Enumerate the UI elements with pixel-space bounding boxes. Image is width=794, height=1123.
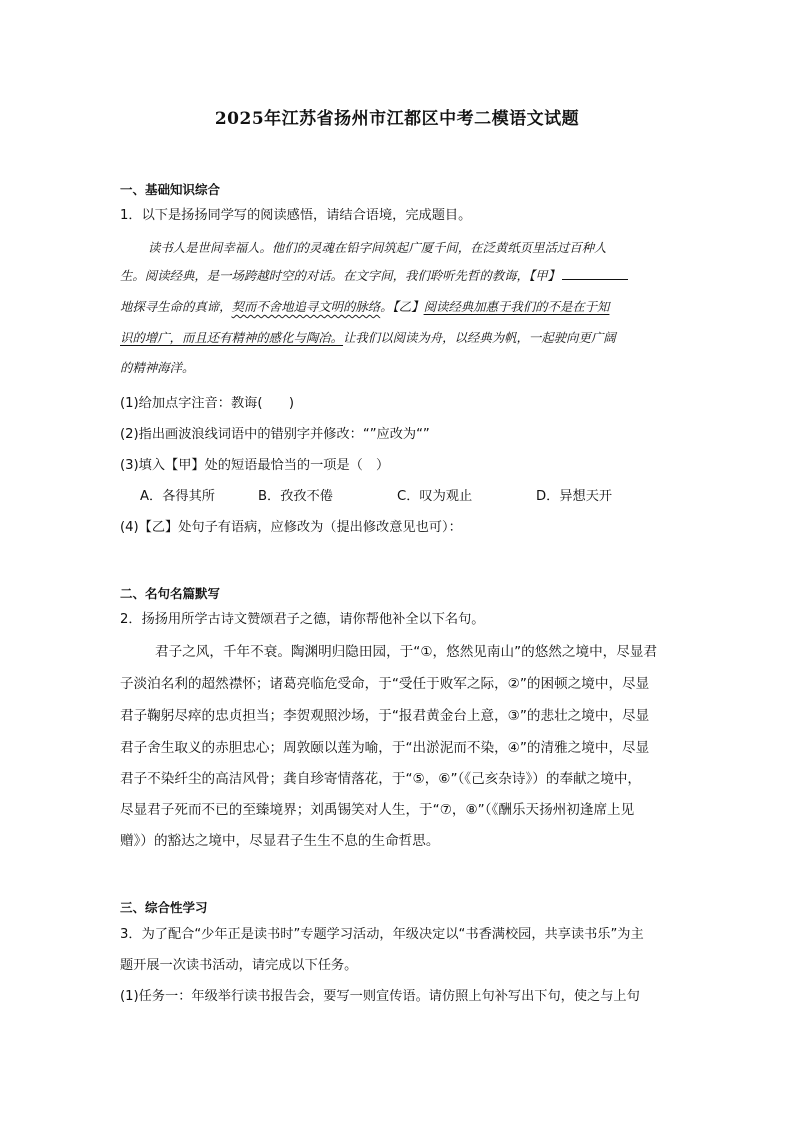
page-title: 2025年江苏省扬州市江都区中考二模语文试题: [214, 109, 580, 129]
option-a: A．各得其所: [140, 489, 215, 504]
passage-line-5: 的精神海洋。: [120, 360, 195, 375]
underlined-sentence-part-1: 阅读经典加惠于我们的不是在于知: [423, 299, 610, 314]
poem-line-1: 君子之风，千年不衰。陶渊明归隐田园，于“①，悠然见南山”的悠然之境中，尽显君: [155, 644, 658, 660]
sub-question-2: (2)指出画波浪线词语中的错别字并修改：“”应改为“”: [120, 427, 430, 442]
passage-line-3-yi: 。【乙】: [380, 299, 424, 314]
passage-line-1: 读书人是世间幸福人。他们的灵魂在铅字间筑起广厦千间，在泛黄纸页里活过百种人: [148, 240, 607, 255]
section-heading-3: 三、综合性学习: [120, 900, 208, 915]
section-heading-2: 二、名句名篇默写: [120, 586, 221, 601]
option-d: D．异想天开: [536, 489, 613, 504]
question-3-line-1: 3．为了配合“少年正是读书时”专题学习活动，年级决定以“书香满校园，共享读书乐”为主: [120, 927, 644, 942]
question-3-line-2: 题开展一次读书活动，请完成以下任务。: [120, 958, 358, 973]
wavy-underlined-phrase: 契而不舍地追寻文明的脉络: [231, 299, 381, 314]
sub-question-4: (4)【乙】处句子有语病，应修改为（提出修改意见也可）：: [120, 520, 462, 535]
underlined-sentence-part-2: 识的增广，而且还有精神的感化与陶冶。: [120, 330, 344, 345]
question-3-line-3: (1)任务一：年级举行读书报告会，要写一则宣传语。请仿照上句补写出下句，使之与上句: [120, 989, 640, 1004]
poem-line-4: 君子舍生取义的赤胆忠心；周敦颐以莲为喻，于“出淤泥而不染，④”的清雅之境中，尽显: [120, 740, 650, 756]
question-1-stem: 1．以下是扬扬同学写的阅读感悟，请结合语境，完成题目。: [120, 208, 472, 223]
passage-line-4-text: 让我们以阅读为舟，以经典为帆，一起驶向更广阔: [343, 330, 616, 345]
sub-question-3: (3)填入【甲】处的短语最恰当的一项是（ ）: [120, 458, 390, 473]
section-heading-1: 一、基础知识综合: [120, 182, 221, 197]
poem-line-7: 赠》）的豁达之境中，尽显君子生生不息的生命哲思。: [120, 833, 440, 849]
poem-line-6: 尽显君子死而不已的至臻境界；刘禹锡笑对人生，于“⑦，⑧”（《酬乐天扬州初逢席上见: [120, 802, 635, 818]
passage-line-3-text: 地探寻生命的真谛，: [120, 299, 232, 314]
poem-line-2: 子淡泊名利的超然襟怀；诸葛亮临危受命，于“受任于败军之际，②”的困顿之境中，尽显: [120, 676, 650, 692]
passage-line-2: [120, 266, 628, 286]
option-c: C．叹为观止: [397, 489, 473, 504]
poem-line-5: 君子不染纤尘的高洁风骨；龚自珍寄情落花，于“⑤，⑥”（《己亥杂诗》）的奉献之境中，: [120, 771, 642, 787]
sub-question-1: (1)给加点字注音：教诲( ): [120, 396, 295, 411]
question-2-stem: 2．扬扬用所学古诗文赞颂君子之德，请你帮他补全以下名句。: [120, 612, 485, 627]
blank-jia: [562, 266, 628, 280]
poem-line-3: 君子鞠躬尽瘁的忠贞担当；李贺观照沙场，于“报君黄金台上意，③”的悲壮之境中，尽显: [120, 708, 650, 724]
option-b: B．孜孜不倦: [258, 489, 333, 504]
passage-line-4: [120, 328, 616, 348]
passage-line-2-text: 生。阅读经典，是一场跨越时空的对话。在文字间，我们聆听先哲的教诲，【甲】: [120, 268, 560, 283]
passage-line-3: [120, 297, 609, 317]
